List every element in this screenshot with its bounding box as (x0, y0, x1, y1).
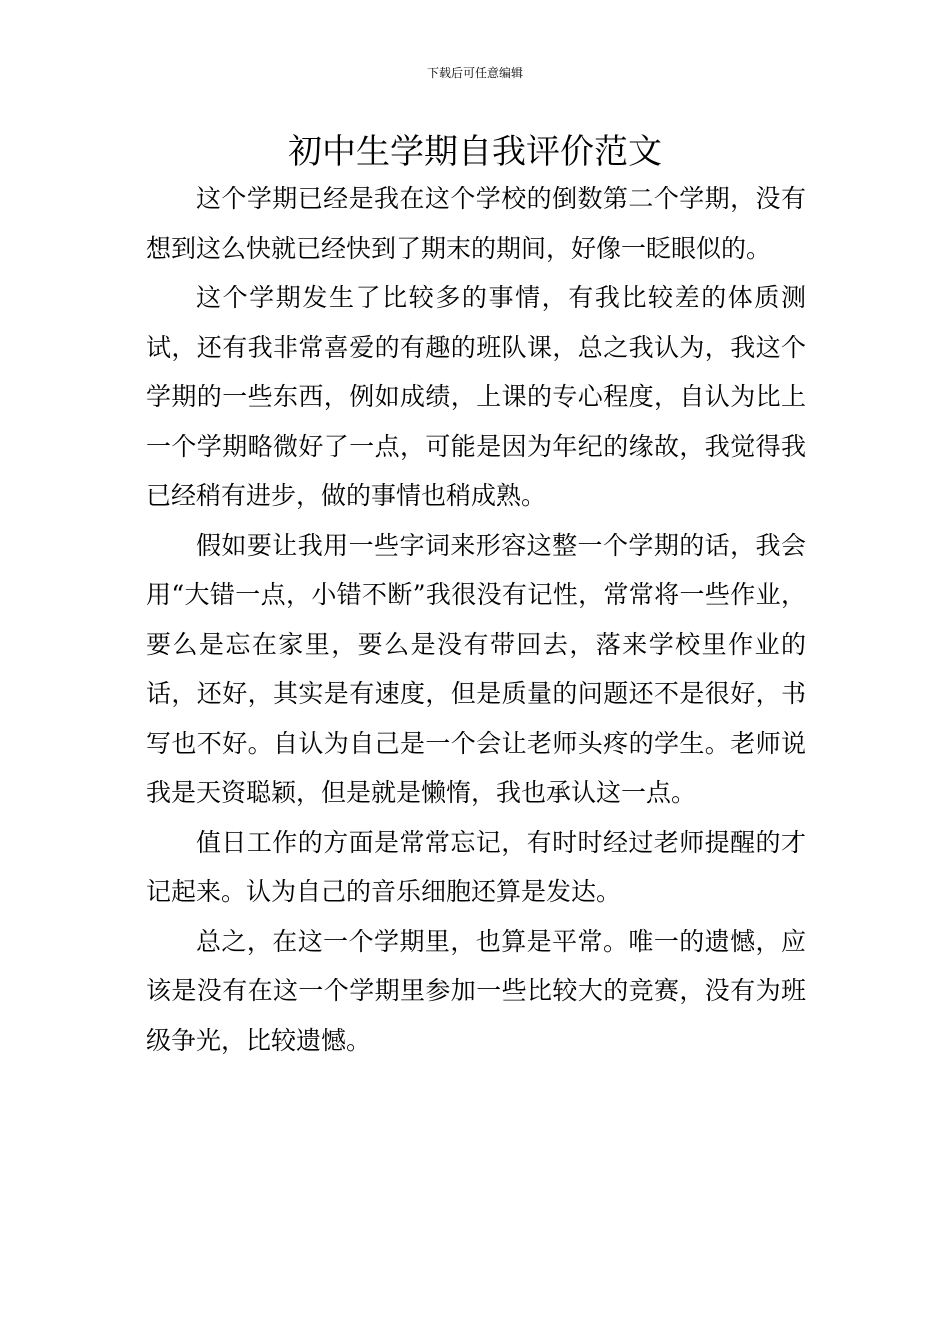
paragraph-4: 值日工作的方面是常常忘记，有时时经过老师提醒的才记起来。认为自己的音乐细胞还算是发达。 (146, 827, 806, 906)
paragraph-2: 这个学期发生了比较多的事情，有我比较差的体质测试，还有我非常喜爱的有趣的班队课，总之我认为，我这个学期的一些东西，例如成绩，上课的专心程度，自认为比上一个学期略微好了一点，可能是因为年纪的缘故，我觉得我已经稍有进步，做的事情也稍成熟。 (146, 283, 806, 510)
header-note: 下载后可任意编辑 (426, 66, 523, 80)
document-title: 初中生学期自我评价范文 (288, 132, 662, 172)
paragraph-5: 总之，在这一个学期里，也算是平常。唯一的遗憾，应该是没有在这一个学期里参加一些比较大的竞赛，没有为班级争光，比较遗憾。 (146, 926, 806, 1055)
paragraph-1: 这个学期已经是我在这个学校的倒数第二个学期，没有想到这么快就已经快到了期末的期间，好像一眨眼似的。 (146, 184, 806, 263)
document-body (146, 174, 806, 1065)
paragraph-3: 假如要让我用一些字词来形容这整一个学期的话，我会用“大错一点，小错不断”我很没有记性，常常将一些作业，要么是忘在家里，要么是没有带回去，落来学校里作业的话，还好，其实是有速度，但是质量的问题还不是很好，书写也不好。自认为自己是一个会让老师头疼的学生。老师说我是天资聪颖，但是就是懒惰，我也承认这一点。 (146, 530, 806, 807)
